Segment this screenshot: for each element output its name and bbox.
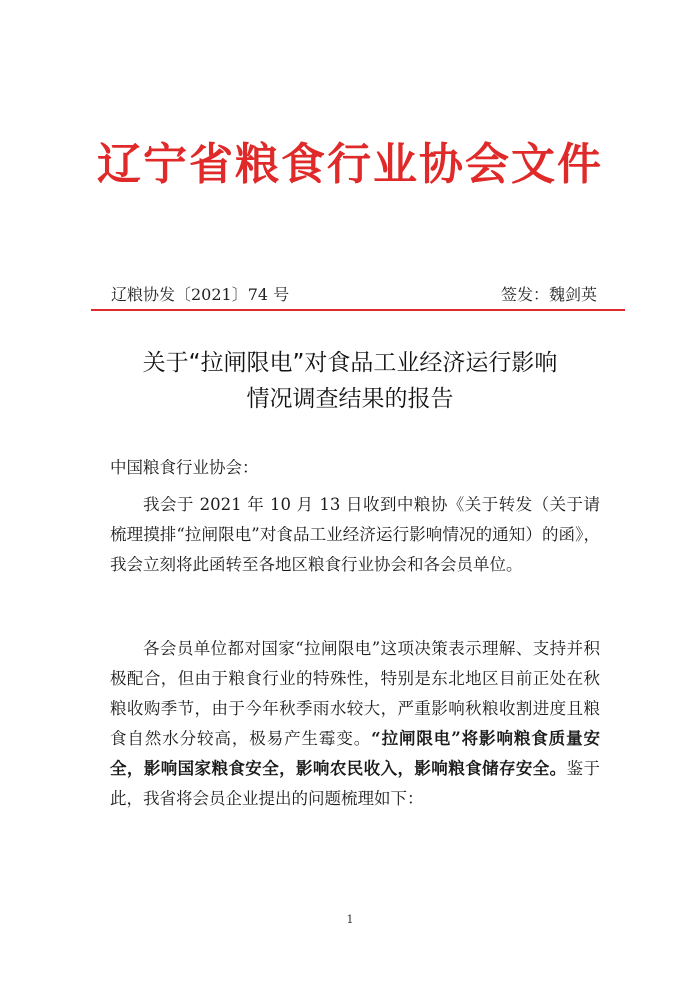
red-divider-line	[91, 309, 625, 311]
issuer-signature: 签发：魏剑英	[500, 285, 597, 304]
salutation: 中国粮食行业协会：	[110, 458, 259, 477]
document-number: 辽粮协发〔2021〕74 号	[111, 285, 290, 304]
page-number: 1	[346, 913, 354, 926]
report-title-line-2: 情况调查结果的报告	[246, 386, 454, 412]
paragraph-2	[110, 634, 600, 814]
masthead-title: 辽宁省粮食行业协会文件	[97, 139, 603, 190]
paragraph-2-emphasis: “拉闸限电”将影响粮食质量安全，影响国家粮食安全，影响农民收入，影响粮食储存安全。	[110, 729, 600, 778]
report-title	[70, 345, 630, 417]
paragraph-2-end: 鉴于此，我省将会员企业提出的问题梳理如下：	[110, 759, 601, 808]
report-title-line-1: 关于“拉闸限电”对食品工业经济运行影响	[142, 350, 558, 376]
paragraph-1: 我会于 2021 年 10 月 13 日收到中粮协《关于转发（关于请梳理摸排“拉闸限电”对食品工业经济运行影响情况的通知）的函》，我会立刻将此函转至各地区粮食行业协会和各会员单位。	[110, 495, 600, 574]
paragraph-2-start: 各会员单位都对国家“拉闸限电”这项决策表示理解、支持并积极配合，但由于粮食行业的特殊性，特别是东北地区目前正处在秋粮收购季节，由于今年秋季雨水较大，严重影响秋粮收割进度且粮食自然水分较高，极易产生霉变。	[110, 639, 600, 748]
